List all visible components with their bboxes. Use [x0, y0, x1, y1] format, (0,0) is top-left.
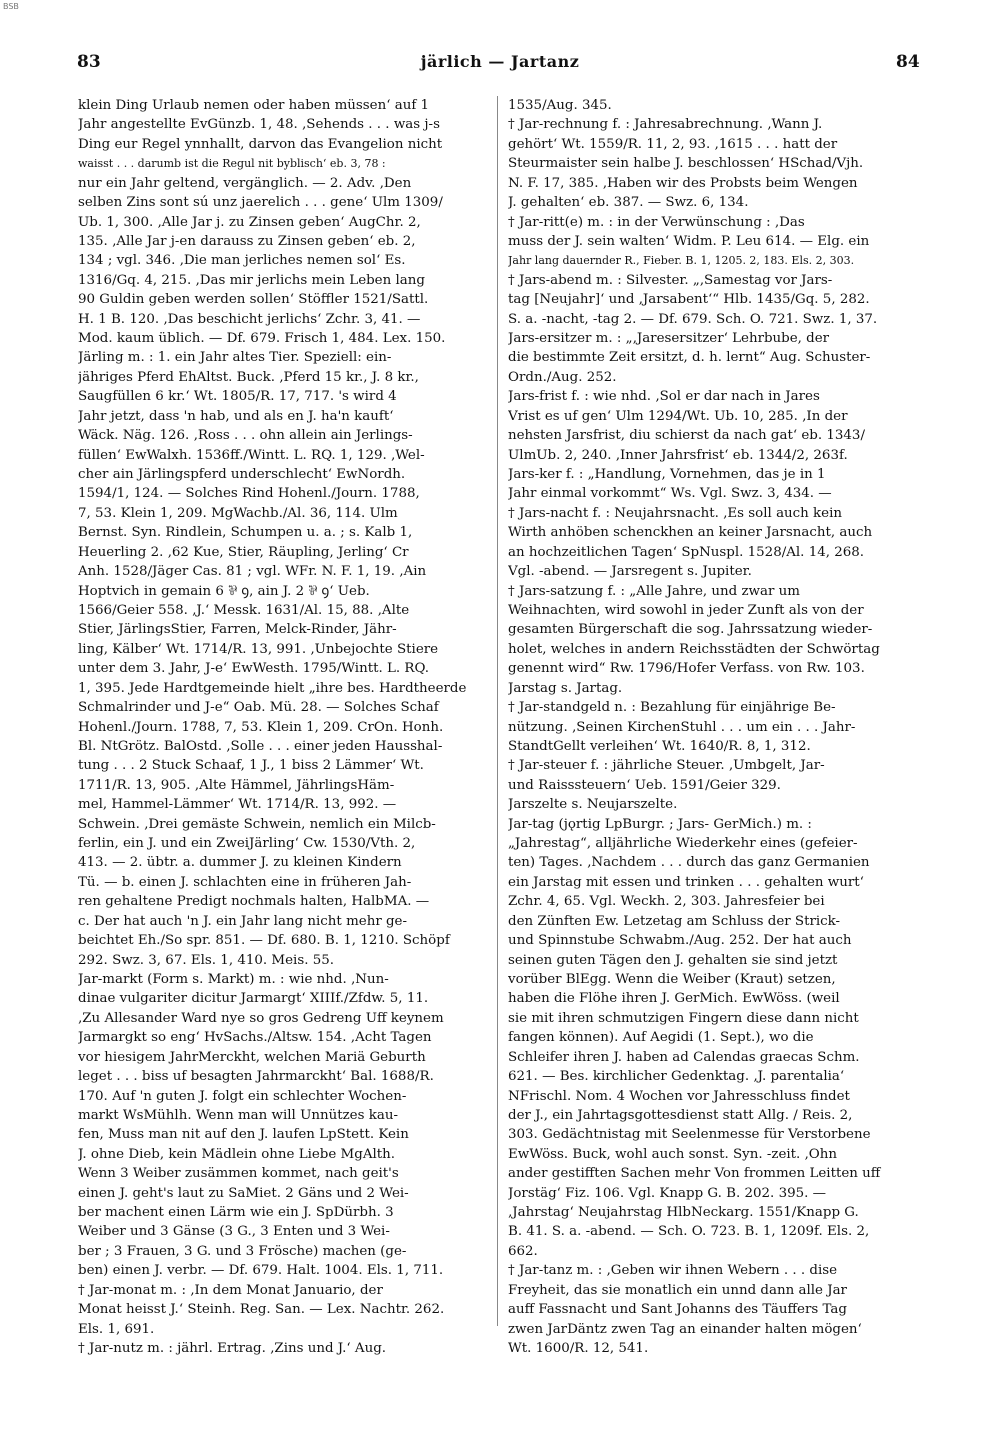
text-line: S. a. -nacht, -tag 2. — Df. 679. Sch. O. 721. Swz. 1, 37. [508, 311, 878, 327]
text-line: mel, Hammel-Lämmer‘ Wt. 1714/R. 13, 992. — [78, 797, 397, 813]
text-line: „Jahrestag“, alljährliche Wiederkehr eines (gefeier- [508, 836, 858, 852]
text-line: Wirth anhöben schenckhen an keiner Jarsnacht, auch [508, 525, 873, 541]
text-line: J. gehalten‘ eb. 387. — Swz. 6, 134. [508, 195, 749, 211]
text-line: Mod. kaum üblich. — Df. 679. Frisch 1, 484. Lex. 150. [78, 331, 446, 347]
text-line: Anh. 1528/Jäger Cas. 81 ; vgl. WFr. N. F. 1, 19. ‚Ain [78, 564, 427, 580]
text-line: † Jar-standgeld n. : Bezahlung für einjährige Be- [508, 700, 836, 716]
text-line: Jarstag s. Jartag. [508, 680, 623, 696]
text-line: dinae vulgariter dicitur Jarmargt‘ XIIIf./Zfdw. 5, 11. [78, 991, 429, 1007]
text-line: Schmalrinder und J-e“ Oab. Mü. 28. — Solches Schaf [78, 700, 439, 716]
text-line: unter dem 3. Jahr, J-e‘ EwWesth. 1795/Wintt. L. RQ. [78, 661, 430, 677]
text-line: Wäck. Näg. 126. ‚Ross . . . ohn allein ain Jerlings- [78, 428, 413, 444]
text-line: der J., ein Jahrtagsgottesdienst statt Allg. / Reis. 2, [508, 1107, 853, 1123]
text-line: Jarmargkt so eng‘ HvSachs./Altsw. 154. ‚Acht Tagen [78, 1030, 432, 1046]
text-line: Saugfüllen 6 kr.‘ Wt. 1805/R. 17, 717. 's wird 4 [78, 389, 397, 405]
text-line: ein Jarstag mit essen und trinken . . . gehalten wurt‘ [508, 874, 864, 890]
text-line: 1316/Gq. 4, 215. ‚Das mir jerlichs mein Leben lang [78, 272, 425, 288]
text-line: † Jars-nacht f. : Neujahrsnacht. ‚Es soll auch kein [508, 505, 843, 521]
text-line: füllen‘ EwWalxh. 1536ff./Wintt. L. RQ. 1, 129. ‚Wel- [78, 447, 425, 463]
text-line: Jorstäg‘ Fiz. 106. Vgl. Knapp G. B. 202. 395. — [508, 1185, 827, 1201]
text-line: und Spinnstube Schwabm./Aug. 252. Der hat auch [508, 933, 852, 949]
text-line: Steurmaister sein halbe J. beschlossen‘ HSchad/Vjh. [508, 156, 864, 172]
text-line: 135. ‚Alle Jar j-en darauss zu Zinsen geben‘ eb. 2, [78, 233, 416, 249]
text-line: Ding eur Regel ynnhallt, darvon das Evangelion nicht [78, 136, 443, 152]
text-line: zwen JarDäntz zwen Tag an einander halten mögen‘ [508, 1321, 862, 1337]
text-line: vorüber BlEgg. Wenn die Weiber (Kraut) setzen, [508, 971, 836, 987]
text-line: Jar-tag (jǫrtig LpBurgr. ; Jars- GerMich.) m. : [508, 816, 812, 832]
text-line: † Jars-satzung f. : „Alle Jahre, und zwar um [508, 583, 800, 599]
running-head: järlich — Jartanz [420, 52, 580, 71]
text-line: Vgl. -abend. — Jarsregent s. Jupiter. [508, 564, 752, 580]
text-line: die bestimmte Zeit ersitzt, d. h. lernt“ Aug. Schuster- [508, 350, 871, 366]
text-line: holet, welches in andern Reichsstädten der Schwörtag [508, 641, 880, 657]
text-line: NFrischl. Nom. 4 Wochen vor Jahresschluss findet [508, 1088, 850, 1104]
text-line: ander gestifften Sachen mehr Von frommen Leitten uff [508, 1166, 881, 1182]
text-line: an hochzeitlichen Tagen‘ SpNuspl. 1528/Al. 14, 268. [508, 544, 865, 560]
text-line: ferlin, ein J. und ein ZweiJärling‘ Cw. 1530/Vth. 2, [78, 836, 416, 852]
text-line: † Jar-nutz m. : jährl. Ertrag. ‚Zins und J.‘ Aug. [78, 1341, 387, 1356]
text-line: Els. 1, 691. [78, 1321, 155, 1337]
text-line: H. 1 B. 120. ‚Das beschicht jerlichs‘ Zchr. 3, 41. — [78, 311, 421, 327]
text-line: waisst . . . darumb ist die Regul nit byblisch‘ eb. 3, 78 : [78, 157, 386, 171]
text-line: Jar-markt (Form s. Markt) m. : wie nhd. ‚Nun- [78, 971, 389, 987]
text-line: muss der J. sein walten‘ Widm. P. Leu 614. — Elg. ein [508, 233, 870, 249]
text-line: cher ain Järlingspferd underschlecht‘ EwNordh. [78, 467, 406, 483]
text-line: † Jar-ritt(e) m. : in der Verwünschung : ‚Das [508, 214, 805, 230]
text-line: c. Der hat auch 'n J. ein Jahr lang nicht mehr ge- [78, 913, 407, 929]
text-line: ling, Kälber‘ Wt. 1714/R. 13, 991. ‚Unbejochte Stiere [78, 641, 439, 657]
text-line: EwWöss. Buck, wohl auch sonst. Syn. -zeit. ‚Ohn [508, 1146, 838, 1162]
text-line: 1566/Geier 558. ‚J.‘ Messk. 1631/Al. 15, 88. ‚Alte [78, 602, 410, 618]
text-line: auff Fassnacht und Sant Johanns des Täuffers Tag [508, 1302, 847, 1318]
text-line: 621. — Bes. kirchlicher Gedenktag. ‚J. parentalia‘ [508, 1069, 845, 1085]
text-line: nur ein Jahr geltend, vergänglich. — 2. Adv. ‚Den [78, 175, 412, 191]
text-line: tag [Neujahr]‘ und ‚Jarsabent‘“ Hlb. 1435/Gq. 5, 282. [508, 292, 870, 308]
text-line: 413. — 2. übtr. a. dummer J. zu kleinen Kindern [78, 855, 402, 871]
text-line: gehört‘ Wt. 1559/R. 11, 2, 93. ‚1615 . . . hatt der [508, 136, 838, 152]
page-number-right: 84 [896, 52, 920, 72]
text-line: Weihnachten, wird sowohl in jeder Zunft als von der [508, 602, 864, 618]
text-line: 7, 53. Klein 1, 209. MgWachb./Al. 36, 114. Ulm [78, 505, 398, 521]
text-line: ‚Zu Allesander Ward nye so gros Gedreng Uff keynem [78, 1010, 444, 1026]
text-line: Jahr angestellte EvGünzb. 1, 48. ‚Sehends . . . was j-s [78, 117, 440, 133]
text-line: 662. [508, 1243, 538, 1259]
text-line: 90 Guldin geben werden sollen‘ Stöffler 1521/Sattl. [78, 292, 429, 308]
text-line: † Jar-rechnung f. : Jahresabrechnung. ‚Wann J. [508, 117, 823, 133]
library-mark: BSB [3, 2, 19, 11]
text-line: 170. Auf 'n guten J. folgt ein schlechter Wochen- [78, 1088, 407, 1104]
text-line: Weiber und 3 Gänse (3 G., 3 Enten und 3 Wei- [78, 1224, 390, 1240]
text-line: ten) Tages. ‚Nachdem . . . durch das ganz Germanien [508, 855, 870, 871]
text-line: Jahr jetzt, dass 'n hab, und als en J. ha'n kauft‘ [78, 408, 394, 424]
text-line: Jarszelte s. Neujarszelte. [508, 797, 678, 813]
text-line: gesamten Bürgerschaft die sog. Jahrssatzung wieder- [508, 622, 873, 638]
text-line: Wt. 1600/R. 12, 541. [508, 1341, 649, 1356]
text-line: klein Ding Urlaub nemen oder haben müssen‘ auf 1 [78, 98, 430, 113]
text-line: Monat heisst J.‘ Steinh. Reg. San. — Lex. Nachtr. 262. [78, 1302, 445, 1318]
text-line: seinen guten Tägen den J. gehalten sie sind jetzt [508, 952, 838, 968]
text-line: und Raisssteuern‘ Ueb. 1591/Geier 329. [508, 777, 781, 793]
text-line: Freyheit, das sie monatlich ein unnd dann alle Jar [508, 1282, 847, 1298]
text-line: 292. Swz. 3, 67. Els. 1, 410. Meis. 55. [78, 952, 335, 968]
text-line: 134 ; vgl. 346. ‚Die man jerliches nemen sol‘ Es. [78, 253, 406, 269]
text-line: ren gehaltene Predigt nochmals halten, HalbMA. — [78, 894, 430, 910]
text-line: vor hiesigem JahrMerckht, welchen Mariä Geburth [78, 1049, 426, 1065]
text-line: ‚Jahrstag‘ Neujahrstag HlbNeckarg. 1551/Knapp G. [508, 1205, 859, 1221]
text-line: † Jar-monat m. : ‚In dem Monat Januario, der [78, 1282, 383, 1298]
text-line: StandtGellt verleihen‘ Wt. 1640/R. 8, 1, 312. [508, 738, 811, 754]
text-line: nützung. ‚Seinen KirchenStuhl . . . um ein . . . Jahr- [508, 719, 856, 735]
text-line: tung . . . 2 Stuck Schaaf, 1 J., 1 biss 2 Lämmer‘ Wt. [78, 758, 424, 774]
text-line: Bernst. Syn. Rindlein, Schumpen u. a. ; s. Kalb 1, [78, 525, 413, 541]
text-line: Heuerling 2. ‚62 Kue, Stier, Räupling, Jerling‘ Cr [78, 544, 409, 560]
text-line: † Jars-abend m. : Silvester. „‚Samestag vor Jars- [508, 272, 833, 288]
text-line: Zchr. 4, 65. Vgl. Weckh. 2, 303. Jahresfeier bei [508, 894, 825, 910]
text-line: den Zünften Ew. Letzetag am Schluss der Strick- [508, 913, 841, 929]
text-line: haben die Flöhe ihren J. GerMich. EwWöss. (weil [508, 991, 840, 1007]
text-line: 1711/R. 13, 905. ‚Alte Hämmel, JährlingsHäm- [78, 777, 395, 793]
left-column [78, 96, 498, 1358]
text-line: Hoptvich in gemain 6 ⅌ ꝯ, ain J. 2 ⅌ ꝯ‘ Ueb. [78, 583, 370, 599]
text-line: ber ; 3 Frauen, 3 G. und 3 Frösche) machen (ge- [78, 1243, 407, 1259]
text-line: UlmUb. 2, 240. ‚Inner Jahrsfrist‘ eb. 1344/2, 263f. [508, 447, 848, 463]
text-line: beichtet Eh./So spr. 851. — Df. 680. B. 1, 1210. Schöpf [78, 933, 450, 949]
text-line: Jars-frist f. : wie nhd. ‚Sol er dar nach in Jares [508, 389, 820, 405]
text-line: selben Zins sont sú unz jaerelich . . . gene‘ Ulm 1309/ [78, 195, 443, 211]
text-line: leget . . . biss uf besagten Jahrmarckht‘ Bal. 1688/R. [78, 1069, 434, 1085]
text-line: Jahr einmal vorkommt“ Ws. Vgl. Swz. 3, 434. — [508, 486, 832, 502]
text-line: genennt wird“ Rw. 1796/Hofer Verfass. von Rw. 103. [508, 661, 865, 677]
page-number-left: 83 [77, 52, 101, 72]
text-line: Jars-ker f. : „Handlung, Vornehmen, das je in 1 [508, 467, 826, 483]
text-line: Ub. 1, 300. ‚Alle Jar j. zu Zinsen geben‘ AugChr. 2, [78, 214, 421, 230]
text-line: ben) einen J. verbr. — Df. 679. Halt. 1004. Els. 1, 711. [78, 1263, 444, 1279]
text-line: Schleifer ihren J. haben ad Calendas graecas Schm. [508, 1049, 860, 1065]
text-line: 303. Gedächtnistag mit Seelenmesse für Verstorbene [508, 1127, 871, 1143]
text-line: Ordn./Aug. 252. [508, 369, 617, 385]
text-line: N. F. 17, 385. ‚Haben wir des Probsts beim Wengen [508, 175, 858, 191]
text-line: fangen können). Auf Aegidi (1. Sept.), wo die [508, 1030, 814, 1046]
text-line: B. 41. S. a. -abend. — Sch. O. 723. B. 1, 1209f. Els. 2, [508, 1224, 870, 1240]
text-line: Bl. NtGrötz. BalOstd. ‚Solle . . . einer jeden Hausshal- [78, 738, 443, 754]
text-line: ber machent einen Lärm wie ein J. SpDürbh. 3 [78, 1205, 394, 1221]
text-line: Wenn 3 Weiber zusämmen kommet, nach geit's [78, 1166, 399, 1182]
text-line: jähriges Pferd EhAltst. Buck. ‚Pferd 15 kr., J. 8 kr., [78, 369, 419, 385]
text-line: einen J. geht's laut zu SaMiet. 2 Gäns und 2 Wei- [78, 1185, 409, 1201]
text-line: † Jar-tanz m. : ‚Geben wir ihnen Webern . . . dise [508, 1263, 838, 1279]
text-line: Stier, JärlingsStier, Farren, Melck-Rinder, Jähr- [78, 622, 397, 638]
text-line: Hohenl./Journ. 1788, 7, 53. Klein 1, 209. CrOn. Honh. [78, 719, 444, 735]
text-line: Jahr lang dauernder R., Fieber. B. 1, 1205. 2, 183. Els. 2, 303. [508, 254, 855, 268]
text-line: 1535/Aug. 345. [508, 98, 612, 113]
text-line: J. ohne Dieb, kein Mädlein ohne Liebe MgAlth. [78, 1146, 396, 1162]
text-line: † Jar-steuer f. : jährliche Steuer. ‚Umbgelt, Jar- [508, 758, 825, 774]
text-line: Jars-ersitzer m. : „‚Jaresersitzer‘ Lehrbube, der [508, 331, 830, 347]
text-line: markt WsMühlh. Wenn man will Unnützes kau- [78, 1107, 398, 1123]
right-column [508, 96, 928, 1358]
text-line: Vrist es uf gen‘ Ulm 1294/Wt. Ub. 10, 285. ‚In der [508, 408, 848, 424]
text-line: 1, 395. Jede Hardtgemeinde hielt „ihre bes. Hardtheerde [78, 680, 467, 696]
text-line: Tü. — b. einen J. schlachten eine in früheren Jah- [78, 874, 412, 890]
text-line: nehsten Jarsfrist, diu schierst da nach gat‘ eb. 1343/ [508, 428, 865, 444]
text-line: sie mit ihren schmutzigen Fingern diese dann nicht [508, 1010, 859, 1026]
text-line: Schwein. ‚Drei gemäste Schwein, nemlich ein Milcb- [78, 816, 436, 832]
text-line: fen, Muss man nit auf den J. laufen LpStett. Kein [78, 1127, 409, 1143]
text-line: 1594/1, 124. — Solches Rind Hohenl./Journ. 1788, [78, 486, 420, 502]
text-line: Järling m. : 1. ein Jahr altes Tier. Speziell: ein- [78, 350, 392, 366]
column-divider [497, 96, 498, 1326]
